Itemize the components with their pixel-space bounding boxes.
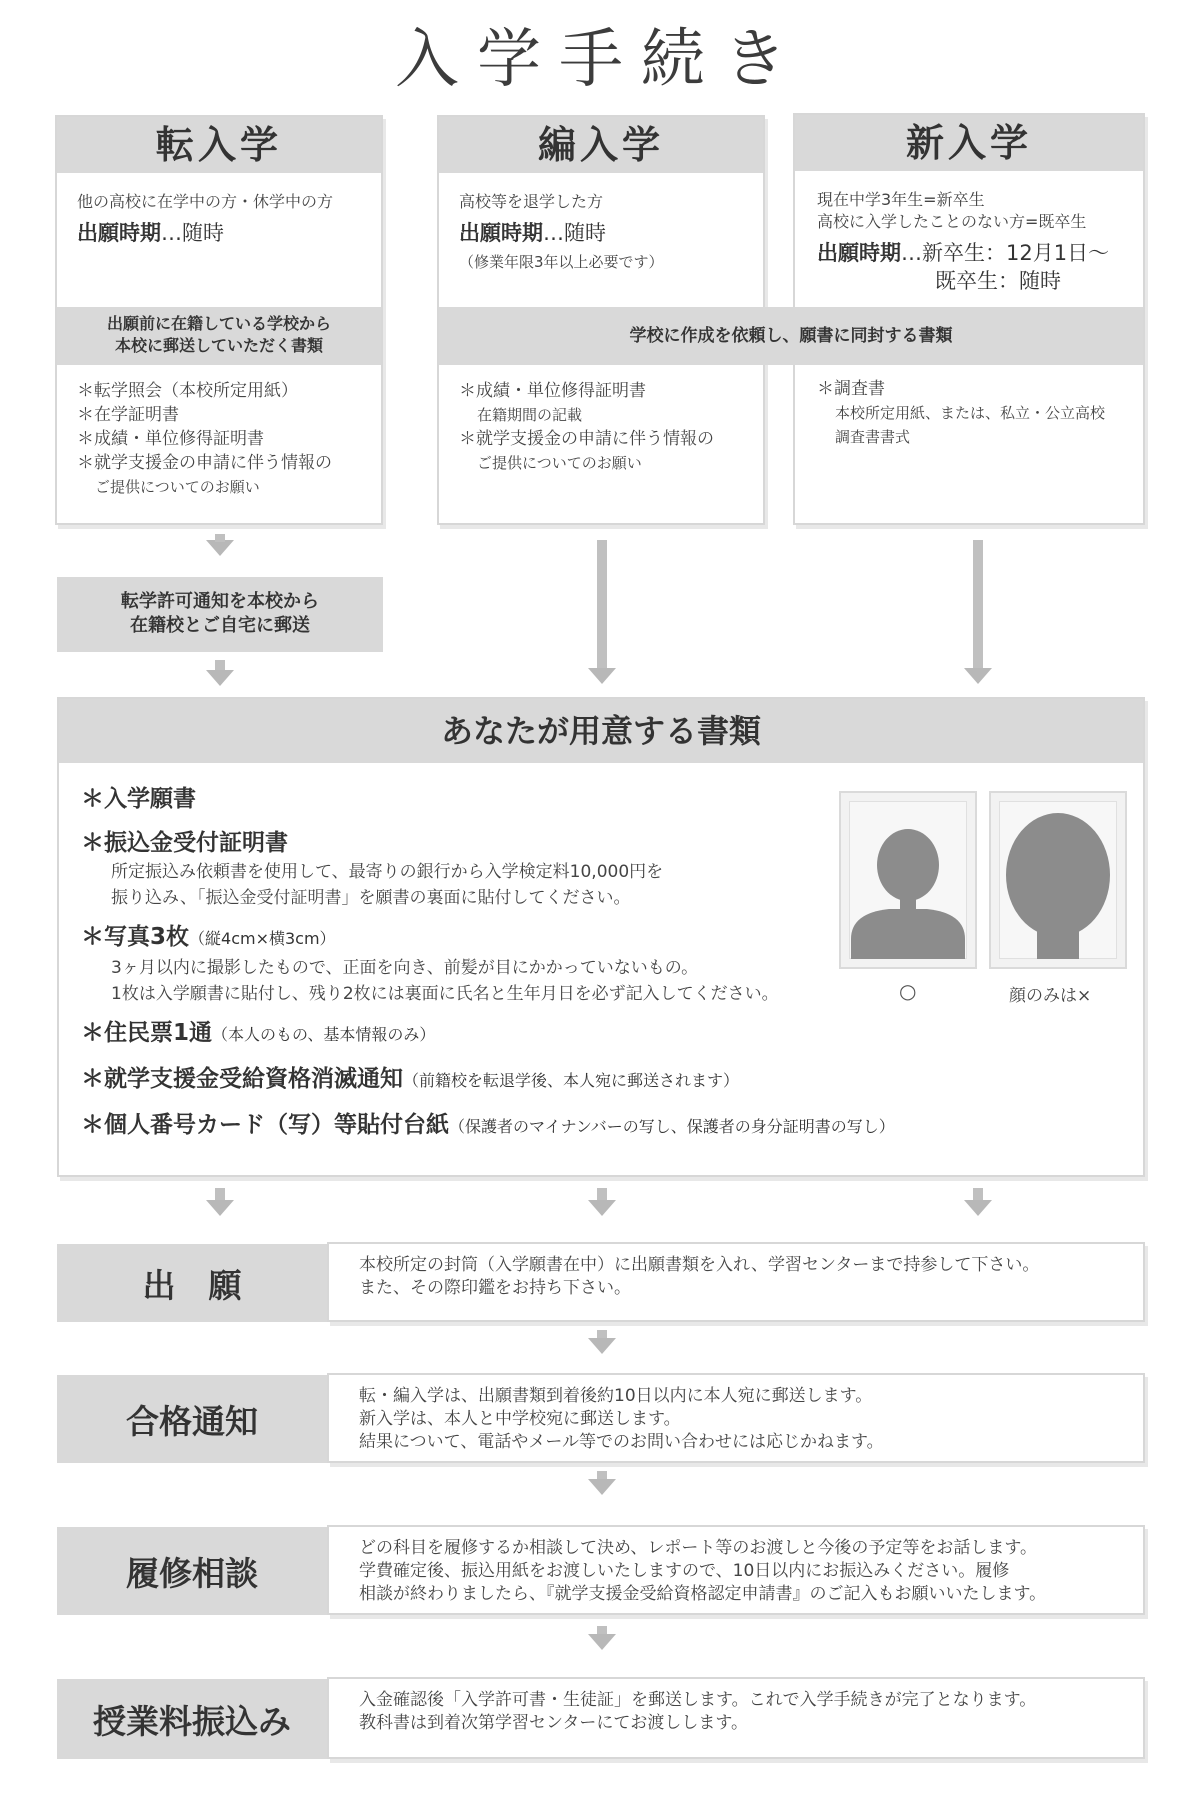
arrow-shaft: [215, 534, 225, 542]
transfer-doc-list: [77, 379, 377, 499]
page-title: 入学手続き: [395, 23, 805, 97]
step-line: 学費確定後、振込用紙をお渡しいたしますので、10日以内にお振込みください。履修: [359, 1561, 1010, 1581]
list-item-note: 本校所定用紙、または、私立・公立高校: [835, 404, 1106, 422]
step-body: [327, 1242, 1145, 1322]
list-item: ＊ 在学証明書: [77, 403, 377, 427]
step-line: 入金確認後「入学許可書・生徒証」を郵送します。これで入学手続きが完了となります。: [359, 1690, 1037, 1710]
step-label: 合格通知: [57, 1375, 327, 1463]
doc-label: 入学願書: [104, 786, 196, 812]
doc-item: ＊個人番号カード（写）等貼付台紙（保護者のマイナンバーの写し、保護者の身分証明書の写し）: [81, 1112, 895, 1138]
arrow-down-icon: [588, 668, 616, 684]
list-item-cont: ご提供についてのお願い: [95, 478, 260, 496]
period-value-2: 既卒生：随時: [935, 269, 1061, 293]
reentry-doc-list: [459, 379, 759, 475]
step-line: 本校所定の封筒（入学願書在中）に出願書類を入れ、学習センターまで持参して下さい。: [359, 1255, 1040, 1275]
doc-item: ＊写真3枚（縦4cm×横3cm）: [81, 924, 336, 950]
arrow-shaft: [215, 1188, 225, 1200]
school-subhead: 学校に作成を依頼し、願書に同封する書類: [439, 307, 1143, 365]
doc-desc: 振り込み、「振込金受付証明書」を願書の裏面に貼付してください。: [111, 888, 631, 908]
step-label: 出 願: [57, 1244, 327, 1322]
period-note: （修業年限3年以上必要です）: [459, 253, 664, 271]
doc-desc: 所定振込み依頼書を使用して、最寄りの銀行から入学検定料10,000円を: [111, 862, 664, 882]
arrow-shaft: [597, 1188, 607, 1200]
card-desc: 高校等を退学した方: [459, 192, 604, 211]
arrow-shaft: [597, 540, 607, 668]
docs-heading: あなたが用意する書類: [59, 699, 1143, 763]
arrow-shaft: [597, 1471, 607, 1479]
step-line: どの科目を履修するか相談して決め、レポート等のお渡しと今後の予定等をお話します。: [359, 1538, 1037, 1558]
required-documents-panel: [57, 697, 1145, 1177]
arrow-shaft: [973, 1188, 983, 1200]
step-line: 相談が終わりましたら、『就学支援金受給資格認定申請書』のご記入もお願いいたします。: [359, 1584, 1047, 1604]
step-body: [327, 1373, 1145, 1463]
doc-small: （本人のもの、基本情報のみ）: [212, 1025, 436, 1044]
step-body: [327, 1525, 1145, 1615]
photo-sample-ng: [989, 791, 1127, 969]
period-value: …随時: [543, 221, 606, 245]
doc-label: 個人番号カード（写）等貼付台紙: [104, 1112, 449, 1138]
card-period: [817, 239, 1109, 267]
doc-small: （前籍校を転退学後、本人宛に郵送されます）: [403, 1071, 740, 1090]
list-item: ＊ 就学支援金の申請に伴う情報の: [459, 427, 759, 451]
subhead-line: 本校に郵送していただく書類: [114, 336, 323, 355]
arrow-shaft: [597, 1626, 607, 1634]
permit-line: 転学許可通知を本校から: [121, 591, 319, 612]
card-period: [77, 219, 224, 247]
step-line: 結果について、電話やメール等でのお問い合わせには応じかねます。: [359, 1432, 884, 1452]
list-item-cont: ご提供についてのお願い: [477, 454, 642, 472]
arrow-down-icon: [588, 1200, 616, 1216]
arrow-down-icon: [964, 1200, 992, 1216]
card-desc: 他の高校に在学中の方・休学中の方: [77, 192, 334, 211]
permit-line: 在籍校とご自宅に郵送: [130, 615, 310, 636]
photo-sample-ok: [839, 791, 977, 969]
card-transfer: [55, 115, 383, 525]
arrow-shaft: [973, 540, 983, 668]
doc-small: （保護者のマイナンバーの写し、保護者の身分証明書の写し）: [449, 1117, 895, 1136]
period-value: …新卒生：12月1日～: [901, 241, 1110, 265]
doc-item: ＊住民票1通（本人のもの、基本情報のみ）: [81, 1020, 436, 1046]
list-item: ＊ 調査書: [817, 377, 1137, 401]
arrow-down-icon: [206, 670, 234, 686]
doc-item: ＊入学願書: [81, 786, 196, 812]
arrow-down-icon: [206, 540, 234, 556]
list-item: ＊ 就学支援金の申請に伴う情報の: [77, 451, 377, 475]
new-doc-list: [817, 377, 1137, 449]
doc-list: [81, 783, 901, 1143]
card-heading: 編入学: [439, 117, 763, 173]
list-item-note: 調査書書式: [835, 428, 911, 446]
arrow-down-icon: [588, 1338, 616, 1354]
step-line: 新入学は、本人と中学校宛に郵送します。: [359, 1409, 681, 1429]
list-item: ＊ 成績・単位修得証明書: [459, 379, 759, 403]
period-label: 出願時期: [817, 241, 901, 265]
period-label: 出願時期: [77, 221, 161, 245]
arrow-down-icon: [588, 1479, 616, 1495]
doc-label: 就学支援金受給資格消滅通知: [104, 1066, 403, 1092]
card-heading: 新入学: [795, 115, 1143, 171]
photo-ok-mark: ○: [899, 979, 917, 1003]
arrow-shaft: [597, 1330, 607, 1338]
list-item-note: 在籍期間の記載: [477, 406, 583, 424]
doc-label: 振込金受付証明書: [104, 830, 288, 856]
card-heading: 転入学: [57, 117, 381, 173]
step-body: [327, 1677, 1145, 1759]
card-desc: 高校に入学したことのない方=既卒生: [817, 212, 1087, 231]
doc-item: ＊就学支援金受給資格消滅通知（前籍校を転退学後、本人宛に郵送されます）: [81, 1066, 740, 1092]
doc-label: 住民票1通: [104, 1020, 213, 1046]
face-only-silhouette-icon: [999, 801, 1117, 959]
arrow-down-icon: [964, 668, 992, 684]
arrow-down-icon: [206, 1200, 234, 1216]
step-line: 転・編入学は、出願書類到着後約10日以内に本人宛に郵送します。: [359, 1386, 873, 1406]
transfer-subhead: [57, 307, 381, 365]
step-label: 授業料振込み: [57, 1679, 327, 1759]
doc-small: （縦4cm×横3cm）: [189, 929, 336, 948]
step-line: また、その際印鑑をお持ち下さい。: [359, 1278, 631, 1298]
doc-label: 写真3枚: [104, 924, 190, 950]
period-label: 出願時期: [459, 221, 543, 245]
step-label: 履修相談: [57, 1527, 327, 1615]
photo-ng-caption: 顔のみは×: [1009, 986, 1092, 1006]
permit-notice-box: [57, 577, 383, 652]
doc-desc: 1枚は入学願書に貼付し、残り2枚には裏面に氏名と生年月日を必ず記入してください。: [111, 984, 779, 1004]
arrow-shaft: [215, 660, 225, 670]
arrow-down-icon: [588, 1634, 616, 1650]
list-item: ＊ 転学照会（本校所定用紙）: [77, 379, 377, 403]
subhead-line: 出願前に在籍している学校から: [106, 314, 331, 333]
doc-desc: 3ヶ月以内に撮影したもので、正面を向き、前髪が目にかかっていないもの。: [111, 958, 699, 978]
doc-item: ＊振込金受付証明書: [81, 830, 288, 856]
card-period: [459, 219, 606, 247]
period-value: …随時: [161, 221, 224, 245]
person-silhouette-icon: [849, 801, 967, 959]
card-desc: 現在中学3年生=新卒生: [817, 190, 985, 209]
list-item: ＊ 成績・単位修得証明書: [77, 427, 377, 451]
step-line: 教科書は到着次第学習センターにてお渡しします。: [359, 1713, 748, 1733]
